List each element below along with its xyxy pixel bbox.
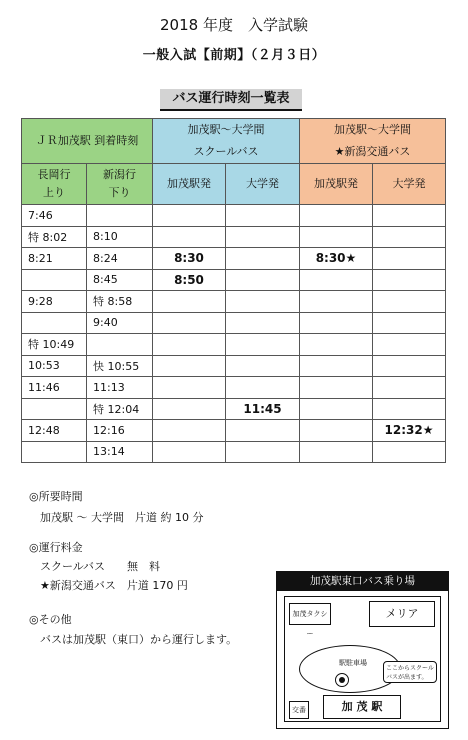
timetable-row [22,377,446,399]
jr-arrival-header: ＪＲ加茂駅 到着時刻 [22,119,153,164]
timetable-row [22,334,446,356]
cell-kotsu-univ [373,291,446,313]
parking-label: 駅駐車場 [339,659,367,667]
cell-kotsu-kamo [300,398,373,420]
cell-niigata: 8:45 [87,269,153,291]
cell-nagaoka: 9:28 [22,291,87,313]
cell-school-univ [226,377,300,399]
cell-kotsu-univ [373,398,446,420]
cell-niigata: 8:24 [87,248,153,270]
nagaoka-header [22,164,87,205]
school-kamo-departure-header: 加茂駅発 [153,164,226,205]
cell-kotsu-kamo [300,226,373,248]
other-text: バスは加茂駅（東口）から運行します。 [40,633,238,646]
timetable-row [22,398,446,420]
cell-kotsu-kamo [300,269,373,291]
cell-school-univ [226,226,300,248]
cell-school-kamo [153,205,226,227]
cell-kotsu-kamo: 8:30★ [300,248,373,270]
koban-building: 交番 [289,701,309,719]
cell-niigata: 11:13 [87,377,153,399]
cell-kotsu-univ [373,269,446,291]
niigata-header [87,164,153,205]
cell-nagaoka: 8:21 [22,248,87,270]
page-title: 2018 年度 入学試験 [160,16,308,34]
cell-niigata: 特 8:58 [87,291,153,313]
cell-nagaoka [22,398,87,420]
cell-niigata: 9:40 [87,312,153,334]
cell-kotsu-univ: 12:32★ [373,420,446,442]
map-title: 加茂駅東口バス乗り場 [277,572,448,591]
kotsu-kamo-departure-header: 加茂駅発 [300,164,373,205]
cell-nagaoka: 7:46 [22,205,87,227]
kotsu-univ-departure-header: 大学発 [373,164,446,205]
timetable-row [22,269,446,291]
cell-school-univ [226,355,300,377]
cell-school-kamo [153,398,226,420]
cell-kotsu-univ [373,226,446,248]
cell-niigata: 8:10 [87,226,153,248]
cell-kotsu-kamo [300,312,373,334]
cell-school-kamo [153,441,226,463]
nagaoka-header-line1: 長岡行 [37,168,71,181]
header-row-sub [22,164,446,205]
cell-school-univ [226,312,300,334]
bus-stop-marker-icon [335,673,349,687]
nagaoka-header-line2: 上り [43,186,65,199]
cell-kotsu-univ [373,312,446,334]
cell-niigata: 特 12:04 [87,398,153,420]
fare-kotsu-bus: ★新潟交通バス 片道 170 円 [40,579,188,592]
cell-school-univ [226,441,300,463]
school-univ-departure-header: 大学発 [226,164,300,205]
kotsu-bus-header-line2: ★新潟交通バス [334,145,411,158]
cell-kotsu-kamo [300,377,373,399]
timetable-row [22,355,446,377]
cell-school-kamo [153,312,226,334]
fare-heading: ◎運行料金 [29,541,83,554]
cell-nagaoka [22,269,87,291]
cell-nagaoka [22,312,87,334]
school-bus-header [153,119,300,164]
other-heading: ◎その他 [29,613,72,626]
cell-school-univ [226,291,300,313]
timetable-banner: バス運行時刻一覧表 [160,89,302,111]
timetable-body [22,205,446,463]
cell-nagaoka: 11:46 [22,377,87,399]
bus-timetable [21,118,446,463]
cell-niigata: 12:16 [87,420,153,442]
kotsu-bus-header-line1: 加茂駅～大学間 [334,123,411,136]
cell-nagaoka [22,441,87,463]
cell-kotsu-univ [373,377,446,399]
cell-nagaoka: 特 8:02 [22,226,87,248]
fare-school-bus: スクールバス 無 料 [40,560,161,573]
cell-niigata [87,334,153,356]
cell-school-univ [226,420,300,442]
school-bus-header-line2: スクールバス [193,145,259,158]
cell-school-univ [226,248,300,270]
cell-kotsu-univ [373,355,446,377]
cell-school-kamo [153,226,226,248]
bus-stop-map [276,571,449,729]
cell-school-univ [226,334,300,356]
taxi-building: 加茂タクシー [289,603,331,625]
kotsu-bus-header [300,119,446,164]
cell-kotsu-univ [373,248,446,270]
cell-school-kamo [153,291,226,313]
cell-kotsu-kamo [300,441,373,463]
cell-niigata [87,205,153,227]
cell-kotsu-univ [373,441,446,463]
travel-time-text: 加茂駅 ～ 大学間 片道 約 10 分 [40,511,204,524]
cell-kotsu-kamo [300,420,373,442]
cell-kotsu-kamo [300,334,373,356]
timetable-row [22,205,446,227]
cell-school-kamo: 8:30 [153,248,226,270]
timetable-row [22,248,446,270]
timetable-row [22,226,446,248]
cell-kotsu-kamo [300,291,373,313]
cell-school-kamo [153,355,226,377]
cell-kotsu-kamo [300,205,373,227]
cell-school-univ [226,269,300,291]
timetable-row [22,420,446,442]
travel-time-heading: ◎所要時間 [29,490,83,503]
school-bus-header-line1: 加茂駅～大学間 [187,123,265,136]
timetable-row [22,441,446,463]
cell-niigata: 13:14 [87,441,153,463]
cell-niigata: 快 10:55 [87,355,153,377]
cell-nagaoka: 10:53 [22,355,87,377]
cell-school-kamo: 8:50 [153,269,226,291]
cell-nagaoka: 特 10:49 [22,334,87,356]
cell-school-univ [226,205,300,227]
cell-school-kamo [153,334,226,356]
kamo-station-building: 加 茂 駅 [323,695,401,719]
page-subtitle: 一般入試【前期】（２月３日） [142,48,326,63]
header-row-top [22,119,446,164]
school-bus-callout: ここからスクールバスが出ます。 [383,661,437,683]
meria-building: メリア [369,601,435,627]
cell-kotsu-kamo [300,355,373,377]
cell-school-kamo [153,420,226,442]
map-area [284,596,441,722]
cell-nagaoka: 12:48 [22,420,87,442]
timetable-row [22,291,446,313]
timetable-row [22,312,446,334]
cell-school-kamo [153,377,226,399]
cell-kotsu-univ [373,334,446,356]
cell-kotsu-univ [373,205,446,227]
niigata-header-line2: 下り [108,186,131,199]
cell-school-univ: 11:45 [226,398,300,420]
niigata-header-line1: 新潟行 [103,168,136,181]
